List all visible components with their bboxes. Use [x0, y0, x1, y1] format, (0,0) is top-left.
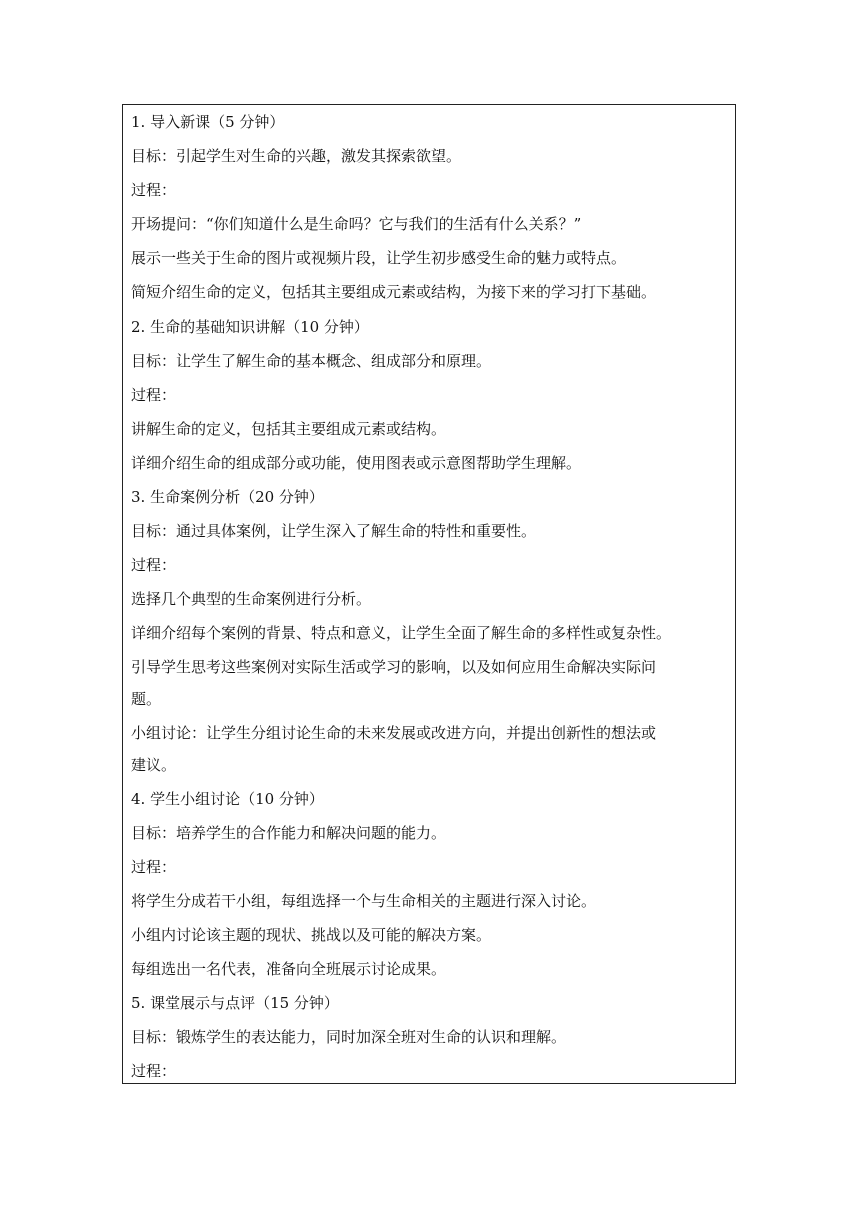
section-heading-5: 5. 课堂展示与点评（15 分钟） — [131, 994, 339, 1012]
paragraph-line: 选择几个典型的生命案例进行分析。 — [131, 590, 372, 608]
section-heading-1: 1. 导入新课（5 分钟） — [131, 113, 285, 131]
paragraph-line: 目标：让学生了解生命的基本概念、组成部分和原理。 — [131, 352, 492, 370]
paragraph-line: 将学生分成若干小组，每组选择一个与生命相关的主题进行深入讨论。 — [131, 892, 597, 910]
paragraph-line: 题。 — [131, 690, 162, 708]
paragraph-line: 小组内讨论该主题的现状、挑战以及可能的解决方案。 — [131, 926, 492, 944]
paragraph-line: 过程： — [131, 556, 177, 574]
paragraph-line: 过程： — [131, 181, 177, 199]
section-heading-2: 2. 生命的基础知识讲解（10 分钟） — [131, 318, 369, 336]
paragraph-line: 小组讨论：让学生分组讨论生命的未来发展或改进方向，并提出创新性的想法或 — [131, 724, 657, 742]
paragraph-line: 过程： — [131, 858, 177, 876]
section-heading-4: 4. 学生小组讨论（10 分钟） — [131, 790, 324, 808]
paragraph-line: 讲解生命的定义，包括其主要组成元素或结构。 — [131, 420, 447, 438]
paragraph-line: 引导学生思考这些案例对实际生活或学习的影响，以及如何应用生命解决实际问 — [131, 658, 657, 676]
paragraph-line: 过程： — [131, 386, 177, 404]
paragraph-line: 目标：引起学生对生命的兴趣，激发其探索欲望。 — [131, 147, 462, 165]
paragraph-line: 建议。 — [131, 756, 177, 774]
paragraph-line: 展示一些关于生命的图片或视频片段，让学生初步感受生命的魅力或特点。 — [131, 249, 627, 267]
paragraph-line: 每组选出一名代表，准备向全班展示讨论成果。 — [131, 960, 447, 978]
paragraph-line: 开场提问：“你们知道什么是生命吗？它与我们的生活有什么关系？” — [131, 215, 582, 233]
paragraph-line: 目标：锻炼学生的表达能力，同时加深全班对生命的认识和理解。 — [131, 1028, 567, 1046]
paragraph-line: 详细介绍每个案例的背景、特点和意义，让学生全面了解生命的多样性或复杂性。 — [131, 624, 672, 642]
paragraph-line: 目标：培养学生的合作能力和解决问题的能力。 — [131, 824, 447, 842]
section-heading-3: 3. 生命案例分析（20 分钟） — [131, 488, 324, 506]
paragraph-line: 简短介绍生命的定义，包括其主要组成元素或结构，为接下来的学习打下基础。 — [131, 283, 657, 301]
paragraph-line: 详细介绍生命的组成部分或功能，使用图表或示意图帮助学生理解。 — [131, 454, 582, 472]
paragraph-line: 过程： — [131, 1062, 177, 1080]
paragraph-line: 目标：通过具体案例，让学生深入了解生命的特性和重要性。 — [131, 522, 537, 540]
